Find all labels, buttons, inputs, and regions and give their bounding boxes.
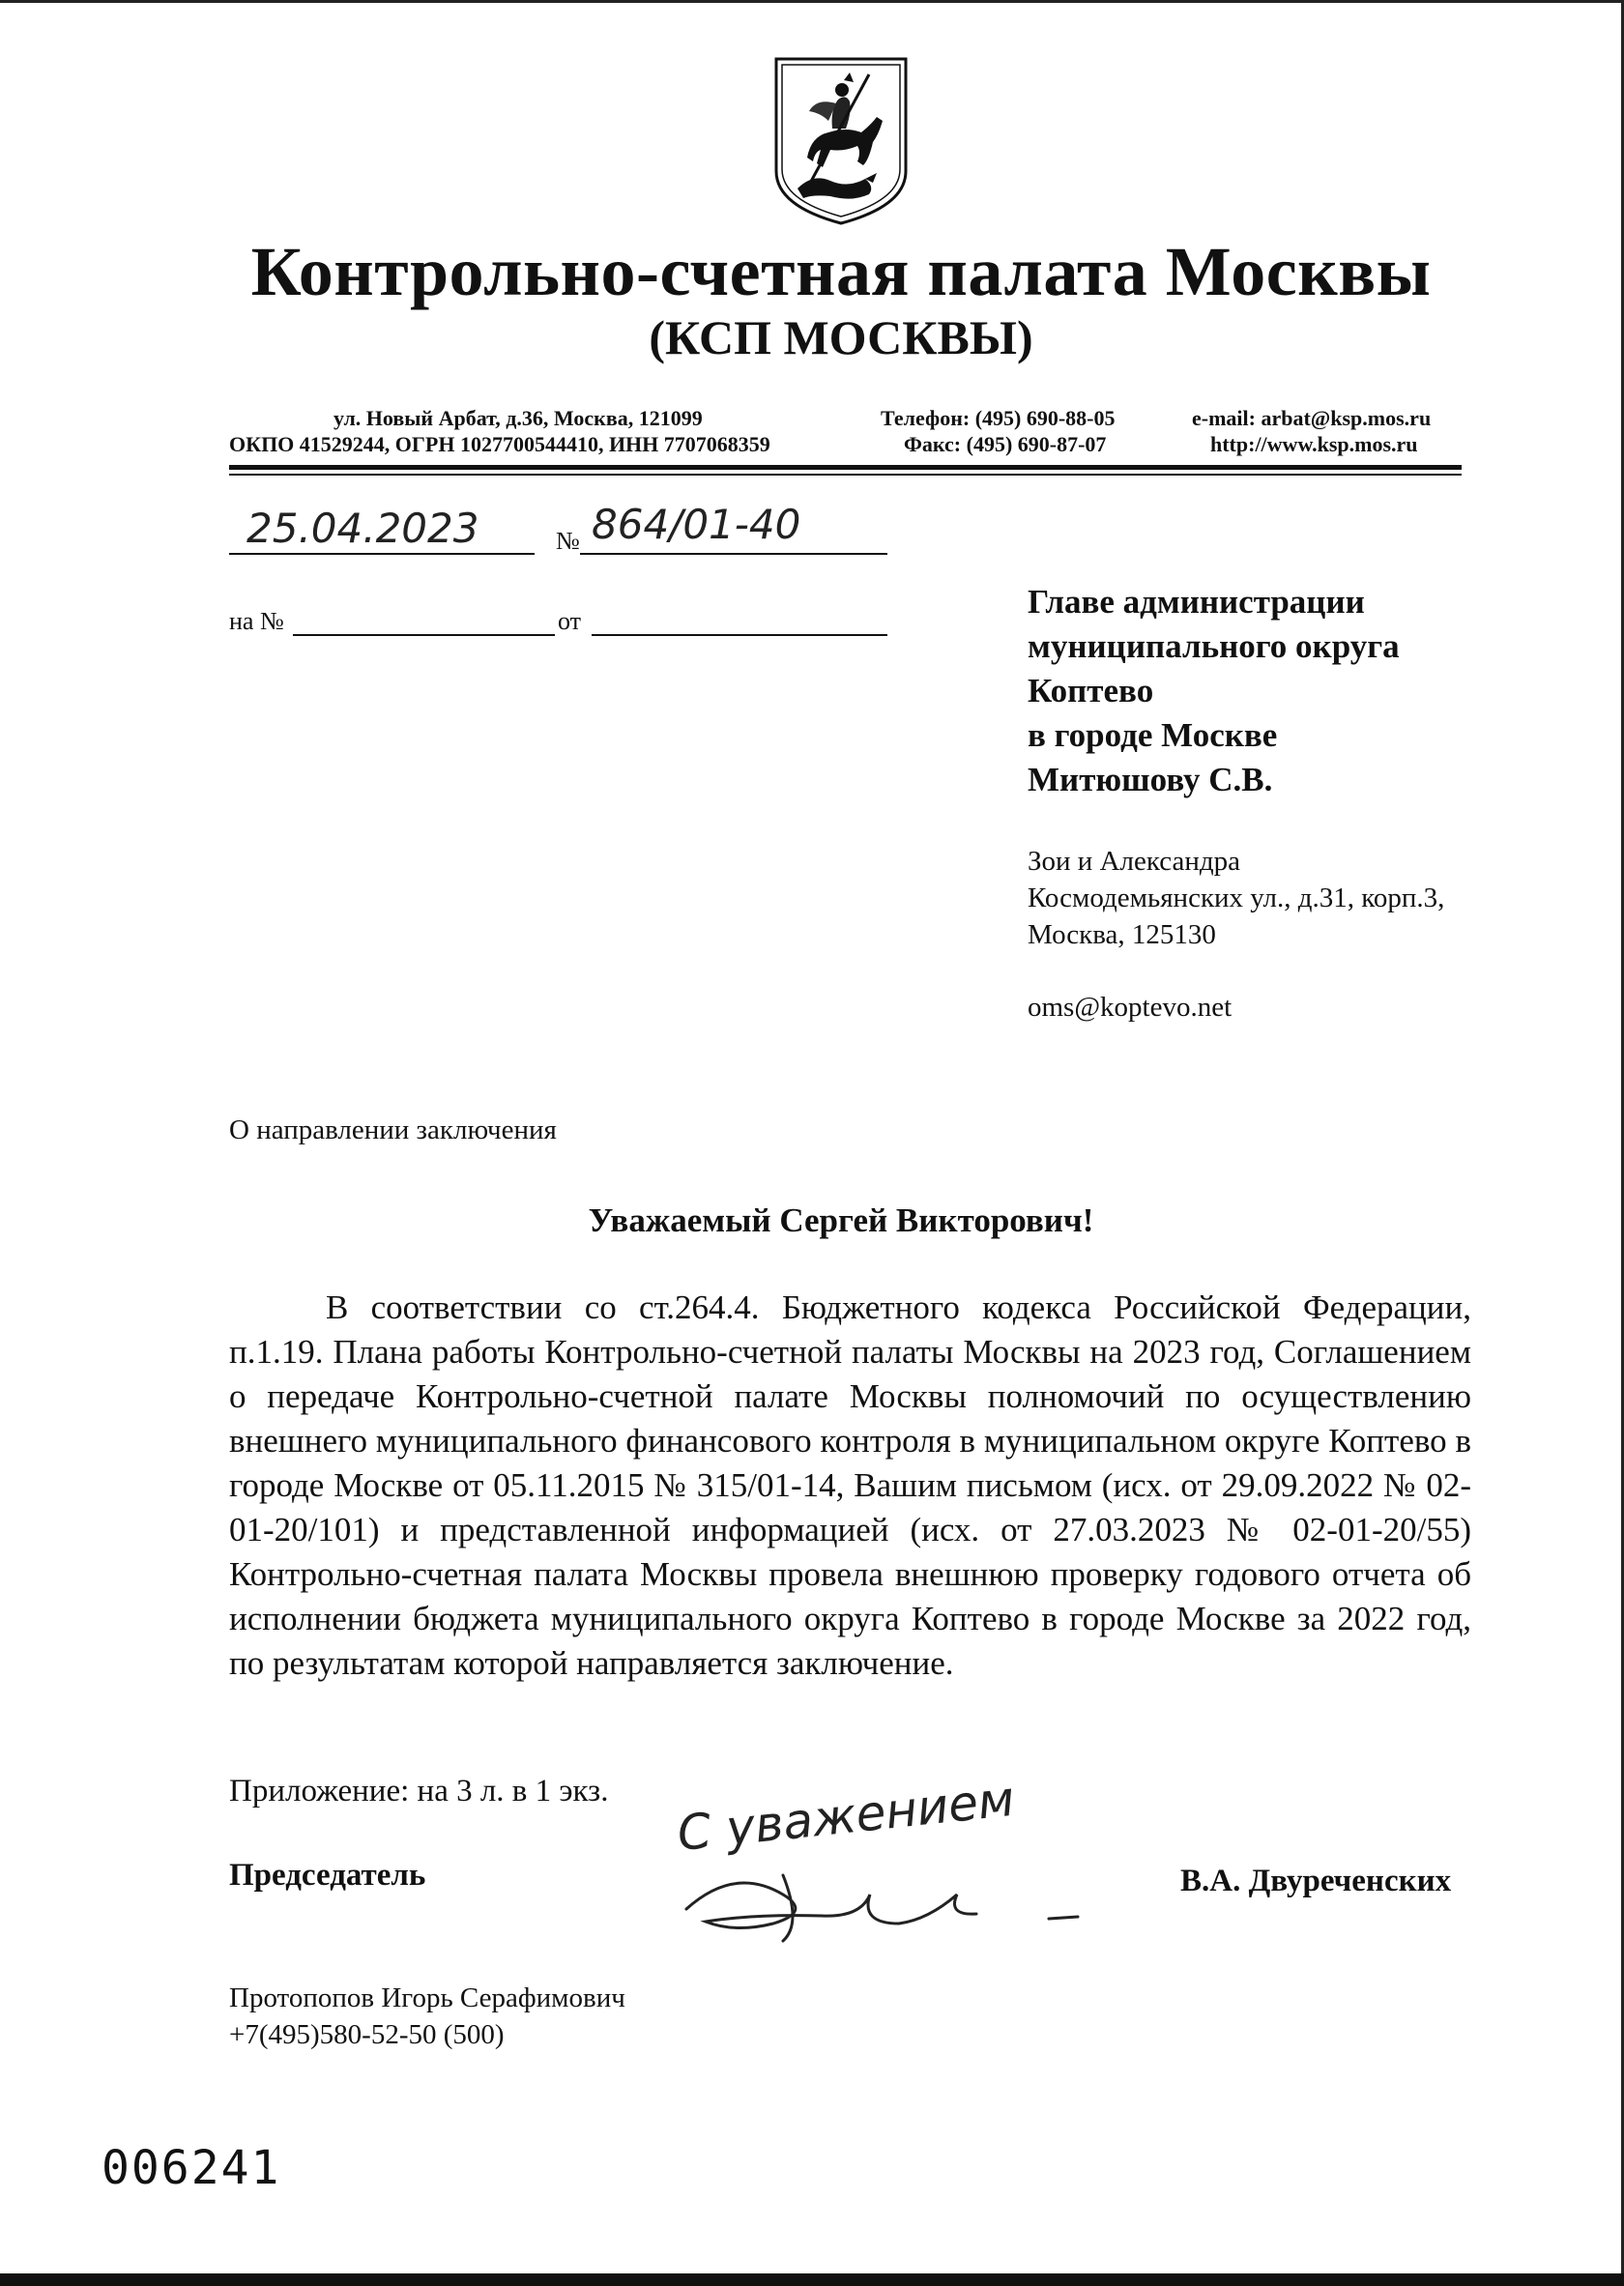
organization-abbreviation: (КСП МОСКВЫ) xyxy=(649,310,1033,364)
letter-subject: О направлении заключения xyxy=(229,1114,557,1145)
scan-border-top xyxy=(0,0,1624,3)
org-email: e-mail: arbat@ksp.mos.ru xyxy=(1192,406,1432,430)
org-address: ул. Новый Арбат, д.36, Москва, 121099 xyxy=(334,406,703,430)
addressee-address xyxy=(1028,843,1444,953)
letter-body: В соответствии со ст.264.4. Бюджетного кодекса Российской Федерации, п.1.19. Плана работы Контрольно-счетной палаты Москвы на 2023 год, Соглашением о передаче Контрольно-счетной палате Москвы полномочий по осуществлению внешнего муниципального финансового контроля в муниципальном округе Коптево в городе Москве от 05.11.2015 № 315/01-14, Вашим письмом (исх. от 29.09.2022 № 02-01-20/101) и представленной информацией (исх. от 27.03.2023 № 02-01-20/55) Контрольно-счетная палата Москвы провела внешнюю проверку годового отчета об исполнении бюджета муниципального округа Коптево в городе Москве за 2022 год, по результатам которой направляется заключение. xyxy=(229,1288,1471,1682)
contact-person xyxy=(229,1980,625,2053)
scan-border-bottom xyxy=(0,2273,1624,2286)
address-line: Москва, 125130 xyxy=(1028,919,1216,950)
signatory-name: В.А. Двуреченских xyxy=(1180,1864,1452,1898)
org-phone: Телефон: (495) 690-88-05 xyxy=(881,406,1116,430)
moscow-coat-of-arms-emblem xyxy=(768,53,914,227)
org-website: http://www.ksp.mos.ru xyxy=(1210,432,1418,456)
addressee-line: Главе администрации xyxy=(1028,583,1365,621)
number-sign: № xyxy=(556,527,580,555)
org-fax: Факс: (495) 690-87-07 xyxy=(904,432,1107,456)
addressee-line: муниципального округа xyxy=(1028,627,1400,665)
contact-phone: +7(495)580-52-50 (500) xyxy=(229,2019,505,2050)
addressee-line: Митюшову С.В. xyxy=(1028,761,1273,798)
from-label: от xyxy=(558,607,582,635)
org-codes: ОКПО 41529244, ОГРН 1027700544410, ИНН 7707068359 xyxy=(229,432,770,456)
address-line: Зои и Александра xyxy=(1028,846,1240,877)
signatory-title: Председатель xyxy=(229,1858,426,1893)
header-rule-thin xyxy=(229,474,1462,476)
reply-to-label: на № xyxy=(229,607,284,635)
addressee-email: oms@koptevo.net xyxy=(1028,992,1232,1023)
document-serial-number: 006241 xyxy=(102,2141,281,2195)
salutation: Уважаемый Сергей Викторович! xyxy=(588,1201,1094,1239)
addressee-line: Коптево xyxy=(1028,672,1154,709)
date-underline xyxy=(229,553,535,555)
outgoing-number-handwritten: 864/01-40 xyxy=(592,501,801,548)
from-underline xyxy=(592,634,887,636)
addressee-block xyxy=(1028,580,1400,802)
addressee-line: в городе Москве xyxy=(1028,716,1278,754)
number-underline xyxy=(580,553,887,555)
address-line: Космодемьянских ул., д.31, корп.3, xyxy=(1028,883,1445,913)
reply-to-underline xyxy=(293,634,555,636)
header-rule xyxy=(229,465,1462,470)
organization-name: Контрольно-счетная палата Москвы xyxy=(250,233,1432,310)
contact-name: Протопопов Игорь Серафимович xyxy=(229,1982,625,2013)
outgoing-date-handwritten: 25.04.2023 xyxy=(246,505,479,552)
handwritten-greeting: С уважением xyxy=(674,1770,1018,1863)
attachment-note: Приложение: на 3 л. в 1 экз. xyxy=(229,1774,609,1809)
handwritten-signature xyxy=(667,1827,1112,1953)
